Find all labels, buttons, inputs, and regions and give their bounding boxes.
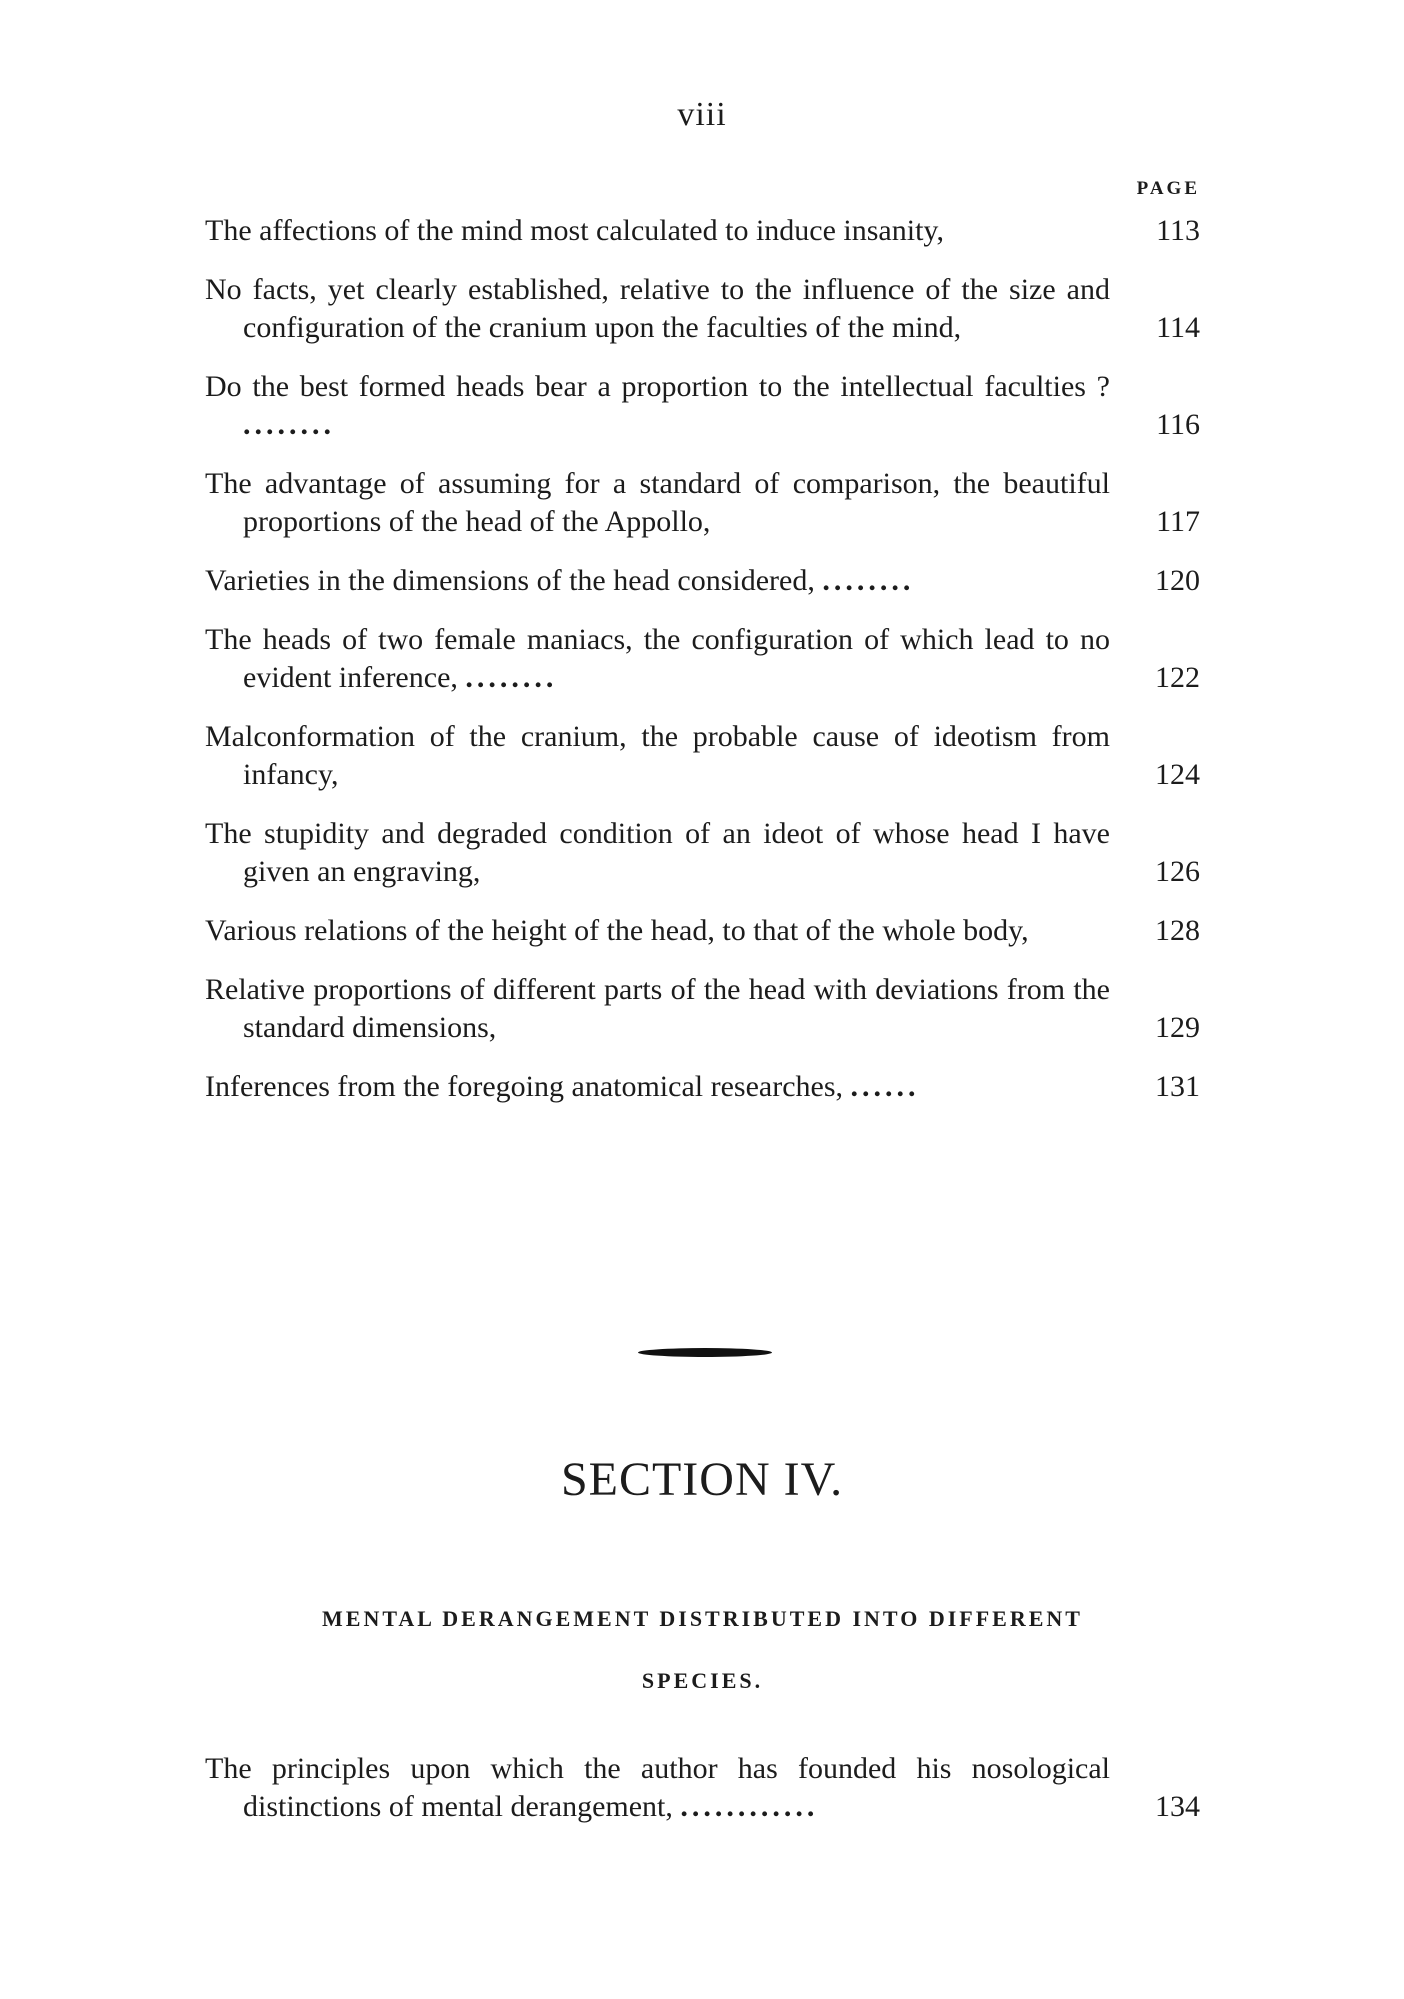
- toc-entry: [205, 1068, 1200, 1106]
- toc-entry-page: 122: [1155, 661, 1200, 694]
- toc-entry: [205, 271, 1200, 347]
- page-column-header: PAGE: [1136, 178, 1200, 199]
- table-of-contents: [205, 212, 1200, 1127]
- toc-entry-leader: ........: [243, 408, 335, 441]
- toc-entry: [205, 815, 1200, 891]
- section-subtitle-line-2: SPECIES.: [641, 1668, 764, 1693]
- toc-entry-text: Malconformation of the cranium, the probable cause of ideotism from infancy,: [205, 720, 1110, 791]
- toc-entry: [205, 368, 1200, 444]
- toc-entry-text: The heads of two female maniacs, the configuration of which lead to no evident inference,: [205, 623, 1110, 694]
- toc-entry: [205, 212, 1200, 250]
- toc-entry-text: The stupidity and degraded condition of an ideot of whose head I have given an engraving,: [205, 817, 1110, 888]
- toc-entry-page: 128: [1155, 914, 1200, 947]
- toc-entry-text: The advantage of assuming for a standard of comparison, the beautiful proportions of the head of the Appollo,: [205, 467, 1110, 538]
- toc-entry-leader: ............: [680, 1790, 819, 1823]
- toc-entry-page: 113: [1156, 214, 1200, 247]
- toc-entry: [205, 1750, 1200, 1826]
- toc-entry-page: 116: [1156, 408, 1200, 441]
- toc-entry-page: 120: [1155, 564, 1200, 597]
- toc-entry-text: The principles upon which the author has founded his nosological distinctions of mental derangement,: [205, 1752, 1110, 1823]
- toc-entry-page: 117: [1156, 505, 1200, 538]
- toc-entry: [205, 621, 1200, 697]
- toc-entry: [205, 971, 1200, 1047]
- section-subtitle: [205, 1588, 1200, 1712]
- toc-entry-leader: ........: [465, 661, 558, 694]
- toc-entry-text: Relative proportions of different parts of the head with deviations from the standard dimensions,: [205, 973, 1110, 1044]
- page-number: viii: [677, 96, 727, 133]
- section-divider: [638, 1348, 772, 1357]
- toc-entry-text: Varieties in the dimensions of the head considered,: [205, 564, 815, 597]
- toc-entry-page: 129: [1155, 1011, 1200, 1044]
- toc-entry-leader: ......: [850, 1070, 920, 1103]
- section-table-of-contents: [205, 1750, 1200, 1847]
- toc-entry-page: 126: [1155, 855, 1200, 888]
- toc-entry-text: Inferences from the foregoing anatomical researches,: [205, 1070, 844, 1103]
- toc-entry: [205, 562, 1200, 600]
- toc-entry-text: Various relations of the height of the head, to that of the whole body,: [205, 914, 1029, 947]
- toc-entry-page: 124: [1155, 758, 1200, 791]
- toc-entry-leader: ........: [822, 564, 915, 597]
- toc-entry-text: No facts, yet clearly established, relative to the influence of the size and configuration of the cranium upon the faculties of the mind,: [205, 273, 1110, 344]
- toc-entry-page: 114: [1156, 311, 1200, 344]
- toc-entry-page: 131: [1155, 1070, 1200, 1103]
- toc-entry-page: 134: [1155, 1790, 1200, 1823]
- toc-entry: [205, 718, 1200, 794]
- toc-entry: [205, 912, 1200, 950]
- section-title: SECTION IV.: [560, 1453, 844, 1506]
- section-subtitle-line-1: MENTAL DERANGEMENT DISTRIBUTED INTO DIFFERENT: [322, 1606, 1083, 1631]
- toc-entry: [205, 465, 1200, 541]
- toc-entry-text: The affections of the mind most calculated to induce insanity,: [205, 214, 944, 247]
- toc-entry-text: Do the best formed heads bear a proportion to the intellectual faculties ?: [205, 370, 1110, 403]
